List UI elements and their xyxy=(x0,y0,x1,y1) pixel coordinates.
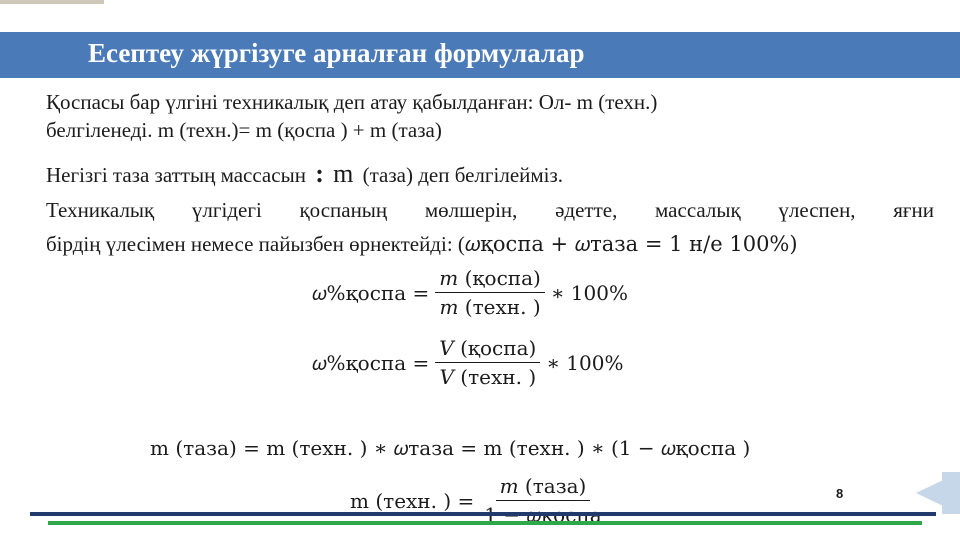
paragraph-5-math: 𝜔қоспа + 𝜔таза = 1 н/е 100%) xyxy=(464,232,798,256)
next-slide-button[interactable] xyxy=(908,472,960,514)
formula-technical-mass xyxy=(350,474,612,527)
slide-title: Есептеу жүргізуге арналған формулалар xyxy=(88,38,585,68)
formula-pure-mass xyxy=(150,436,750,460)
formula-1-denominator: 𝑚 (техн. ) xyxy=(439,295,541,319)
formula-1-lhs: 𝜔%қоспа = xyxy=(312,280,430,305)
formula-mass-fraction xyxy=(312,266,628,319)
formula-1-rhs: ∗ 100% xyxy=(550,280,628,305)
formula-4-fraction xyxy=(480,474,605,527)
next-arrow-block xyxy=(942,472,960,514)
paragraph-1: Қоспасы бар үлгіні техникалық деп атау қабылданған: Ол- m (техн.) xyxy=(46,90,658,114)
formula-2-rhs: ∗ 100% xyxy=(546,350,624,375)
formula-2-denominator: 𝑉 (техн. ) xyxy=(439,365,537,389)
page-number: 8 xyxy=(836,486,844,501)
formula-1-fraction xyxy=(435,266,545,319)
formula-3-text: m (таза) = m (техн. ) ∗ 𝜔таза = m (техн. ) ∗ (1 − 𝜔қоспа ) xyxy=(150,436,751,460)
formula-2-lhs: 𝜔%қоспа = xyxy=(312,350,430,375)
formula-1-numerator: 𝑚 (қоспа) xyxy=(435,266,545,293)
formula-volume-fraction xyxy=(312,336,623,389)
paragraph-5 xyxy=(46,230,798,258)
footer-line-navy xyxy=(30,512,936,516)
paragraph-3-m: m xyxy=(333,159,354,188)
footer-line-green xyxy=(48,521,922,525)
formula-2-numerator: 𝑉 (қоспа) xyxy=(435,336,540,363)
formula-4-numerator: 𝑚 (таза) xyxy=(496,474,591,501)
formula-4-lhs: m (техн. ) = xyxy=(350,488,475,513)
paragraph-2: белгіленеді. m (техн.)= m (қоспа ) + m (таза) xyxy=(46,118,442,142)
paragraph-4: Техникалық үлгідегі қоспаның мөлшерін, әдетте, массалық үлеспен, яғни xyxy=(46,198,934,222)
formula-2-fraction xyxy=(435,336,540,389)
paragraph-5-text: бірдің үлесімен немесе пайызбен өрнектейді: ( xyxy=(46,232,465,256)
paragraph-3 xyxy=(46,160,563,189)
paragraph-3-text-a: Негізгі таза заттың массасын xyxy=(46,163,306,187)
paragraph-3-text-b: (таза) деп белгілейміз. xyxy=(362,163,564,187)
paragraph-3-colon: : xyxy=(315,159,324,188)
corner-decoration xyxy=(0,0,104,4)
